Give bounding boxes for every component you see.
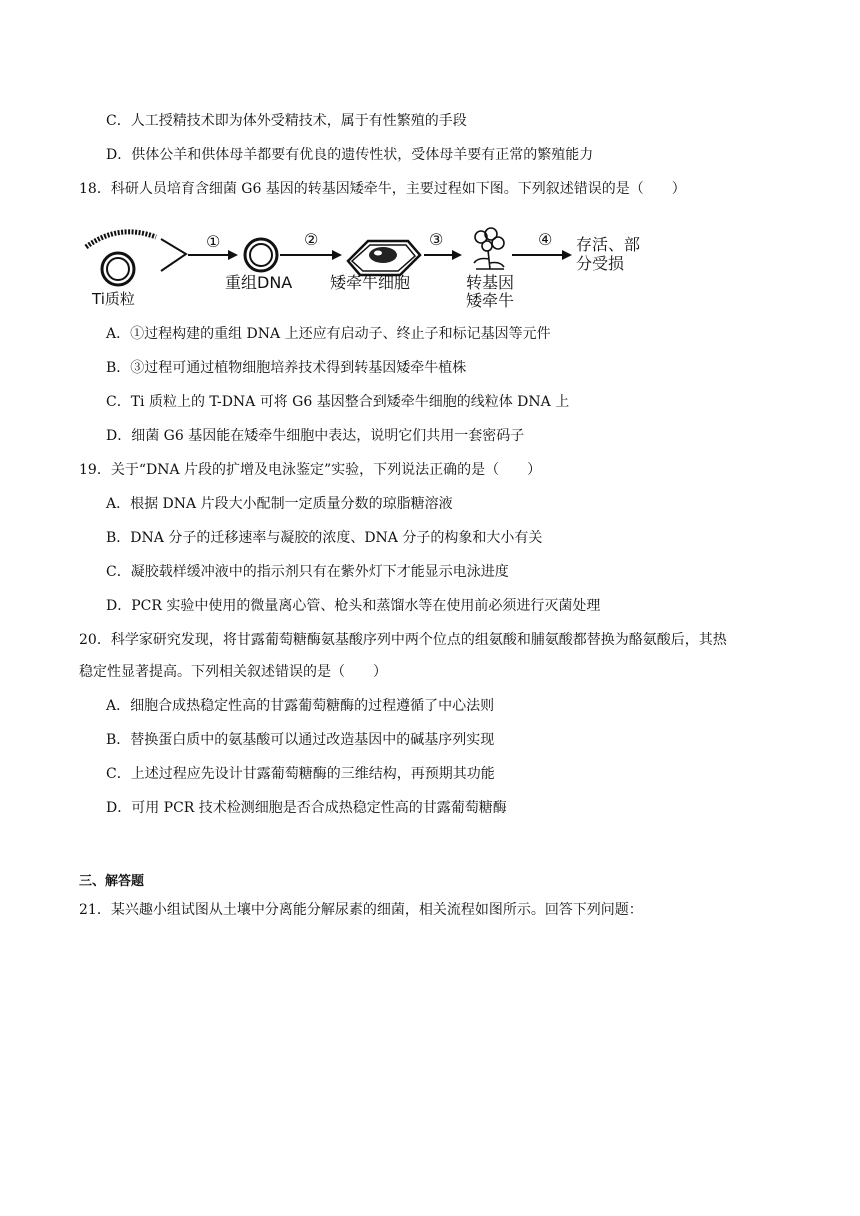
q18-option-d: D．细菌 G6 基因能在矮牵牛细胞中表达，说明它们共用一套密码子 [106,428,525,444]
section-heading-3: 三、解答题 [79,874,145,889]
join-chevron [161,239,186,271]
q18-option-b: B．③过程可通过植物细胞培养技术得到转基因矮牵牛植株 [106,360,467,376]
q20-option-c: C．上述过程应先设计甘露葡萄糖酶的三维结构，再预期其功能 [106,766,495,782]
q17-option-c: C．人工授精技术即为体外受精技术，属于有性繁殖的手段 [106,113,467,129]
petunia-cell-icon [348,241,420,275]
q19-option-c: C．凝胶载样缓冲液中的指示剂只有在紫外灯下才能显示电泳进度 [106,564,509,580]
q20-option-d: D．可用 PCR 技术检测细胞是否合成热稳定性高的甘露葡萄糖酶 [106,800,507,816]
q19-option-b: B．DNA 分子的迁移速率与凝胶的浓度、DNA 分子的构象和大小有关 [106,530,543,546]
transgenic-process-diagram [78,217,678,309]
result-label-line1: 存活、部 [576,235,641,254]
q18-option-a: A．①过程构建的重组 DNA 上还应有启动子、终止子和标记基因等元件 [106,326,551,342]
step-4-label: ④ [538,230,553,249]
question-20-line1: 20．科学家研究发现，将甘露葡萄糖酶氨基酸序列中两个位点的组氨酸和脯氨酸都替换为酪氨酸后，其热 [79,632,727,648]
result-label-line2: 分受损 [576,254,625,273]
plant-label-line1: 转基因 [466,273,515,292]
q17-option-d: D．供体公羊和供体母羊都要有优良的遗传性状，受体母羊要有正常的繁殖能力 [106,147,594,163]
step-2-label: ② [304,230,319,249]
transgenic-plant-icon [474,228,504,269]
question-18: 18．科研人员培育含细菌 G6 基因的转基因矮牵牛，主要过程如下图。下列叙述错误的是（ ） [79,181,686,197]
step-1-label: ① [206,232,221,251]
recombinant-dna-label: 重组DNA [225,273,293,292]
q18-option-c: C．Ti 质粒上的 T-DNA 可将 G6 基因整合到矮牵牛细胞的线粒体 DNA 上 [106,394,570,410]
cell-label: 矮牵牛细胞 [330,273,411,292]
q20-option-b: B．替换蛋白质中的氨基酸可以通过改造基因中的碱基序列实现 [106,732,495,748]
dna-fragment-arc [86,232,156,247]
step-3-label: ③ [429,230,444,249]
q19-option-a: A．根据 DNA 片段大小配制一定质量分数的琼脂糖溶液 [106,496,453,512]
q20-option-a: A．细胞合成热稳定性高的甘露葡萄糖酶的过程遵循了中心法则 [106,698,495,714]
arrow-2-icon [332,250,342,260]
arrow-3-icon [452,250,462,260]
question-20-line2: 稳定性显著提高。下列相关叙述错误的是（ ） [79,664,387,680]
question-21: 21．某兴趣小组试图从土壤中分离能分解尿素的细菌，相关流程如图所示。回答下列问题： [79,902,643,918]
arrow-4-icon [562,250,572,260]
ti-plasmid-label: Ti质粒 [92,290,135,308]
q19-option-d: D．PCR 实验中使用的微量离心管、枪头和蒸馏水等在使用前必须进行灭菌处理 [106,598,601,614]
plant-label-line2: 矮牵牛 [466,291,515,309]
question-19: 19．关于“DNA 片段的扩增及电泳鉴定”实验，下列说法正确的是（ ） [79,462,542,478]
arrow-1-icon [228,250,238,260]
